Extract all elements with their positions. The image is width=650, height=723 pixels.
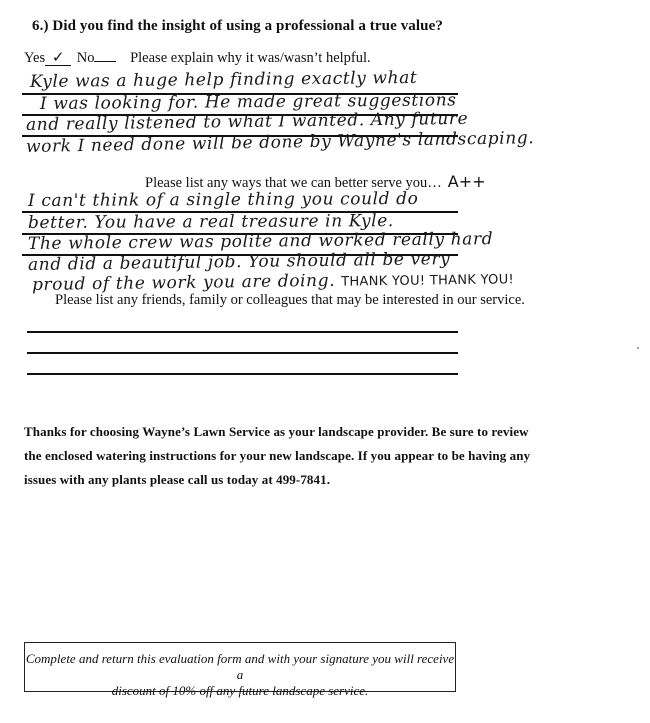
improve-prompt: Please list any ways that we can better serve you…	[145, 175, 442, 191]
referral-line-1[interactable]	[27, 331, 458, 333]
handwritten-line: and did a beautiful job. You should all be very	[27, 249, 451, 275]
discount-notice-box	[24, 642, 456, 698]
yes-no-row	[24, 50, 371, 67]
discount-line-2: discount of 10% off any future landscape service.	[111, 683, 369, 698]
referrals-prompt: Please list any friends, family or colleagues that may be interested in our service.	[55, 292, 525, 308]
question-6-title: 6.) Did you find the insight of using a professional a true value?	[32, 18, 443, 34]
handwritten-line: better. You have a real treasure in Kyle.	[27, 211, 394, 233]
handwritten-line: work I need done will be done by Wayne's landscaping.	[25, 128, 535, 157]
handwritten-line: Kyle was a huge help finding exactly what	[29, 67, 418, 92]
no-checkbox[interactable]	[94, 61, 116, 62]
yes-label: Yes	[24, 50, 46, 66]
thank-you-note: THANK YOU! THANK YOU!	[341, 272, 515, 290]
handwritten-line: and really listened to what I wanted. Any future	[25, 108, 469, 135]
referral-line-2[interactable]	[27, 352, 458, 354]
explain-prompt: Please explain why it was/wasn’t helpful.	[130, 50, 371, 66]
closing-line-1: Thanks for choosing Wayne’s Lawn Service as your landscape provider. Be sure to review	[24, 424, 529, 439]
scan-speck	[637, 347, 639, 349]
referral-line-3[interactable]	[27, 373, 458, 375]
handwritten-line: The whole crew was polite and worked really hard	[27, 229, 494, 254]
no-label: No	[76, 50, 95, 66]
grade-annotation: A++	[447, 172, 486, 191]
discount-line-1: Complete and return this evaluation form and with your signature you will receive a	[25, 651, 455, 682]
handwritten-line: I can't think of a single thing you could do	[27, 188, 419, 211]
closing-paragraph	[24, 420, 544, 492]
handwritten-line: I was looking for. He made great suggestions	[39, 90, 457, 114]
closing-line-2: the enclosed watering instructions for your new landscape. If you appear to be having any	[24, 448, 531, 463]
checkmark-icon: ✓	[51, 48, 65, 66]
handwritten-line: proud of the work you are doing. THANK YOU! THANK YOU!	[31, 270, 515, 295]
closing-line-3: issues with any plants please call us today at 499-7841.	[24, 472, 331, 487]
yes-checkbox[interactable]	[45, 50, 71, 66]
